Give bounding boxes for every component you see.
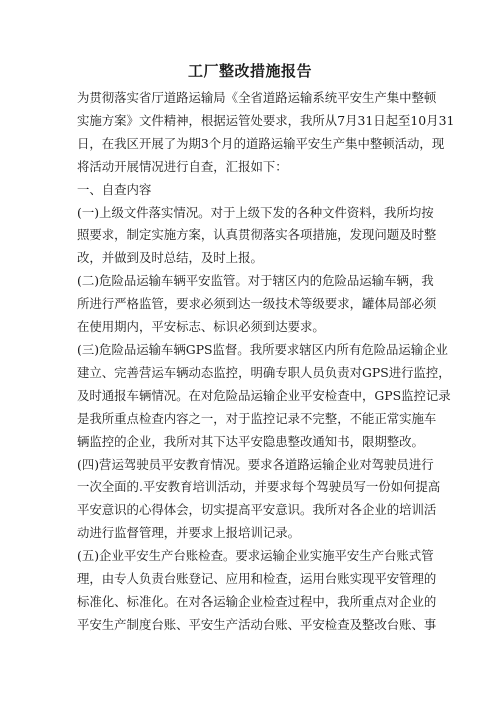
paragraph-line: 所进行严格监管，要求必须到达一级技术等级要求，罐体局部必须 xyxy=(77,296,437,312)
paragraph-line: 一次全面的.平安教育培训活动，并要求每个驾驶员写一份如何提高 xyxy=(77,479,441,495)
paragraph-line: 辆监控的企业，我所对其下达平安隐患整改通知书，限期整改。 xyxy=(77,433,424,449)
paragraph-line: (三)危险品运输车辆GPS监督。我所要求辖区内所有危险品运输企业 xyxy=(77,341,448,357)
document-body xyxy=(77,87,455,637)
paragraph-line: 将活动开展情况进行自查，汇报如下： xyxy=(77,158,288,174)
paragraph-line: 为贯彻落实省厅道路运输局《全省道路运输系统平安生产集中整顿 xyxy=(77,90,437,105)
paragraph-line: 平安生产制度台账、平安生产活动台账、平安检查及整改台账、事 xyxy=(77,616,437,632)
paragraph-line: (二)危险品运输车辆平安监管。对于辖区内的危险品运输车辆，我 xyxy=(77,273,434,289)
paragraph-line: 改，并做到及时总结，及时上报。 xyxy=(77,250,263,266)
paragraph-line: 动进行监督管理，并要求上报培训记录。 xyxy=(77,525,301,541)
document-title: 工厂整改措施报告 xyxy=(187,62,312,80)
paragraph-line: 理，由专人负责台账登记、应用和检查，运用台账实现平安管理的 xyxy=(77,571,437,587)
paragraph-line: 平安意识的心得体会，切实提高平安意识。我所对各企业的培训活 xyxy=(77,502,437,518)
paragraph-line: 及时通报车辆情况。在对危险品运输企业平安检查中，GPS监控记录 xyxy=(77,387,451,403)
paragraph-line: 实施方案》文件精神，根据运管处要求，我所从7月31日起至10月31 xyxy=(77,112,455,128)
paragraph-line: (四)营运驾驶员平安教育情况。要求各道路运输企业对驾驶员进行 xyxy=(77,456,434,472)
paragraph-line: (一)上级文件落实情况。对于上级下发的各种文件资料，我所均按 xyxy=(77,204,434,220)
paragraph-line: 是我所重点检查内容之一，对于监控记录不完整，不能正常实施车 xyxy=(77,410,437,426)
paragraph-line: 一、自查内容 xyxy=(77,181,152,197)
paragraph-line: 标准化、标准化。在对各运输企业检查过程中，我所重点对企业的 xyxy=(77,593,437,609)
paragraph-line: 在使用期内，平安标志、标识必须到达要求。 xyxy=(77,319,325,335)
paragraph-line: (五)企业平安生产台账检查。要求运输企业实施平安生产台账式管 xyxy=(77,548,434,564)
paragraph-line: 建立、完善营运车辆动态监控，明确专职人员负责对GPS进行监控， xyxy=(77,364,451,380)
paragraph-line: 日，在我区开展了为期3个月的道路运输平安生产集中整顿活动，现 xyxy=(77,135,445,151)
paragraph-line: 照要求，制定实施方案，认真贯彻落实各项措施，发现问题及时整 xyxy=(77,227,437,243)
